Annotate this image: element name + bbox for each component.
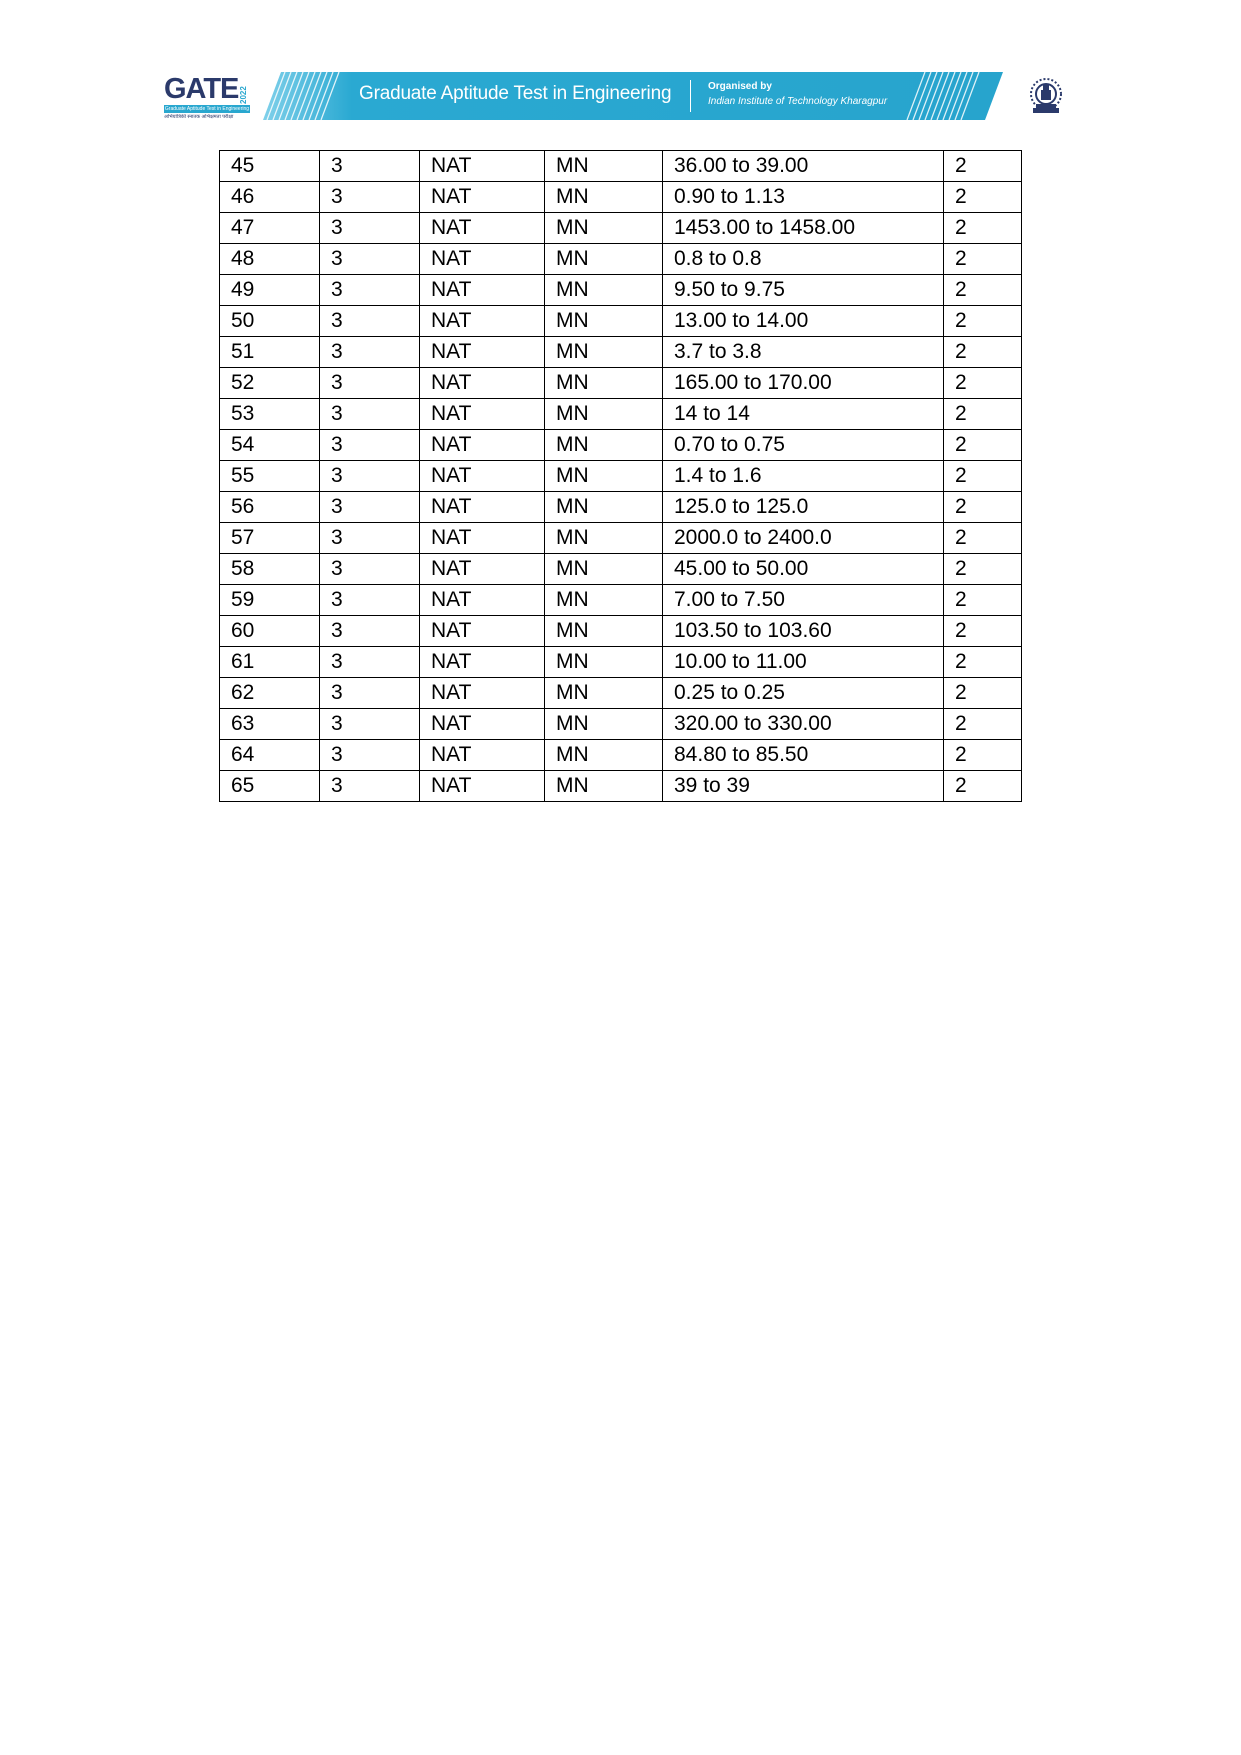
answer-key-cell: 39 to 39 <box>663 771 944 802</box>
section-cell: MN <box>545 244 663 275</box>
marks-cell: 2 <box>944 244 1022 275</box>
table-row <box>220 306 1022 337</box>
marks-cell: 2 <box>944 461 1022 492</box>
marks-cell: 2 <box>944 430 1022 461</box>
question-type-cell: NAT <box>420 337 545 368</box>
section-cell: MN <box>545 647 663 678</box>
answer-key-cell: 14 to 14 <box>663 399 944 430</box>
marks-cell: 2 <box>944 182 1022 213</box>
question-type-cell: NAT <box>420 151 545 182</box>
marks-cell: 2 <box>944 337 1022 368</box>
table-row <box>220 151 1022 182</box>
answer-key-cell: 36.00 to 39.00 <box>663 151 944 182</box>
table-row <box>220 244 1022 275</box>
table-row <box>220 275 1022 306</box>
marks-cell: 2 <box>944 678 1022 709</box>
question-type-cell: NAT <box>420 275 545 306</box>
question-type-cell: NAT <box>420 461 545 492</box>
section-cell: MN <box>545 337 663 368</box>
question-type-cell: NAT <box>420 523 545 554</box>
question-number-cell: 49 <box>220 275 320 306</box>
section-cell: MN <box>545 430 663 461</box>
question-type-cell: NAT <box>420 182 545 213</box>
marks-cell: 2 <box>944 585 1022 616</box>
question-number-cell: 48 <box>220 244 320 275</box>
session-cell: 3 <box>320 275 420 306</box>
question-type-cell: NAT <box>420 709 545 740</box>
section-cell: MN <box>545 554 663 585</box>
marks-cell: 2 <box>944 740 1022 771</box>
gate-logo-word: GATE <box>164 73 239 105</box>
banner-divider <box>690 80 691 112</box>
answer-key-cell: 2000.0 to 2400.0 <box>663 523 944 554</box>
answer-key-cell: 9.50 to 9.75 <box>663 275 944 306</box>
section-cell: MN <box>545 771 663 802</box>
question-type-cell: NAT <box>420 306 545 337</box>
question-number-cell: 53 <box>220 399 320 430</box>
question-number-cell: 57 <box>220 523 320 554</box>
question-type-cell: NAT <box>420 616 545 647</box>
session-cell: 3 <box>320 306 420 337</box>
question-number-cell: 58 <box>220 554 320 585</box>
marks-cell: 2 <box>944 275 1022 306</box>
question-number-cell: 62 <box>220 678 320 709</box>
answer-key-cell: 1.4 to 1.6 <box>663 461 944 492</box>
answer-key-cell: 13.00 to 14.00 <box>663 306 944 337</box>
table-row <box>220 492 1022 523</box>
session-cell: 3 <box>320 554 420 585</box>
question-number-cell: 50 <box>220 306 320 337</box>
question-number-cell: 55 <box>220 461 320 492</box>
section-cell: MN <box>545 740 663 771</box>
page-header <box>160 70 1080 126</box>
gate-logo-hindi-tagline: अभियांत्रिकी स्नातक अभिक्षमता परीक्षा <box>164 114 234 120</box>
banner-organised-by: Organised by <box>708 81 772 92</box>
marks-cell: 2 <box>944 492 1022 523</box>
marks-cell: 2 <box>944 771 1022 802</box>
answer-key-cell: 320.00 to 330.00 <box>663 709 944 740</box>
table-row <box>220 771 1022 802</box>
question-number-cell: 45 <box>220 151 320 182</box>
table-row <box>220 182 1022 213</box>
marks-cell: 2 <box>944 213 1022 244</box>
gate-logo-tagline: Graduate Aptitude Test in Engineering <box>164 106 250 112</box>
session-cell: 3 <box>320 337 420 368</box>
session-cell: 3 <box>320 709 420 740</box>
question-type-cell: NAT <box>420 492 545 523</box>
session-cell: 3 <box>320 213 420 244</box>
answer-key-cell: 165.00 to 170.00 <box>663 368 944 399</box>
answer-key-cell: 0.70 to 0.75 <box>663 430 944 461</box>
table-row <box>220 616 1022 647</box>
marks-cell: 2 <box>944 151 1022 182</box>
section-cell: MN <box>545 275 663 306</box>
table-row <box>220 740 1022 771</box>
question-number-cell: 63 <box>220 709 320 740</box>
session-cell: 3 <box>320 430 420 461</box>
banner-title: Graduate Aptitude Test in Engineering <box>359 83 672 104</box>
session-cell: 3 <box>320 523 420 554</box>
table-row <box>220 213 1022 244</box>
table-row <box>220 368 1022 399</box>
marks-cell: 2 <box>944 368 1022 399</box>
table-row <box>220 678 1022 709</box>
section-cell: MN <box>545 616 663 647</box>
section-cell: MN <box>545 523 663 554</box>
session-cell: 3 <box>320 771 420 802</box>
section-cell: MN <box>545 678 663 709</box>
question-number-cell: 61 <box>220 647 320 678</box>
question-type-cell: NAT <box>420 771 545 802</box>
question-type-cell: NAT <box>420 678 545 709</box>
session-cell: 3 <box>320 244 420 275</box>
marks-cell: 2 <box>944 709 1022 740</box>
answer-key-table <box>219 150 1022 802</box>
section-cell: MN <box>545 461 663 492</box>
header-banner <box>263 72 1003 120</box>
session-cell: 3 <box>320 678 420 709</box>
question-type-cell: NAT <box>420 430 545 461</box>
marks-cell: 2 <box>944 523 1022 554</box>
table-row <box>220 523 1022 554</box>
table-row <box>220 709 1022 740</box>
session-cell: 3 <box>320 182 420 213</box>
answer-key-cell: 45.00 to 50.00 <box>663 554 944 585</box>
table-row <box>220 554 1022 585</box>
section-cell: MN <box>545 306 663 337</box>
answer-key-cell: 10.00 to 11.00 <box>663 647 944 678</box>
session-cell: 3 <box>320 616 420 647</box>
answer-key-cell: 0.90 to 1.13 <box>663 182 944 213</box>
marks-cell: 2 <box>944 554 1022 585</box>
answer-key-cell: 0.8 to 0.8 <box>663 244 944 275</box>
section-cell: MN <box>545 213 663 244</box>
question-number-cell: 65 <box>220 771 320 802</box>
answer-key-cell: 103.50 to 103.60 <box>663 616 944 647</box>
section-cell: MN <box>545 585 663 616</box>
session-cell: 3 <box>320 647 420 678</box>
question-number-cell: 60 <box>220 616 320 647</box>
question-number-cell: 54 <box>220 430 320 461</box>
question-number-cell: 51 <box>220 337 320 368</box>
marks-cell: 2 <box>944 399 1022 430</box>
gate-logo-year: 2022 <box>239 86 248 104</box>
marks-cell: 2 <box>944 306 1022 337</box>
question-number-cell: 52 <box>220 368 320 399</box>
question-number-cell: 46 <box>220 182 320 213</box>
marks-cell: 2 <box>944 616 1022 647</box>
table-row <box>220 461 1022 492</box>
gate-logo <box>164 74 254 124</box>
section-cell: MN <box>545 182 663 213</box>
question-type-cell: NAT <box>420 368 545 399</box>
section-cell: MN <box>545 151 663 182</box>
session-cell: 3 <box>320 399 420 430</box>
question-type-cell: NAT <box>420 554 545 585</box>
question-type-cell: NAT <box>420 213 545 244</box>
banner-organiser-name: Indian Institute of Technology Kharagpur <box>708 96 888 107</box>
session-cell: 3 <box>320 461 420 492</box>
table-row <box>220 430 1022 461</box>
question-type-cell: NAT <box>420 740 545 771</box>
section-cell: MN <box>545 492 663 523</box>
question-type-cell: NAT <box>420 585 545 616</box>
answer-key-table-body <box>220 151 1022 802</box>
answer-key-cell: 84.80 to 85.50 <box>663 740 944 771</box>
session-cell: 3 <box>320 368 420 399</box>
session-cell: 3 <box>320 740 420 771</box>
iit-kharagpur-emblem-icon <box>1024 74 1068 118</box>
question-number-cell: 56 <box>220 492 320 523</box>
question-type-cell: NAT <box>420 399 545 430</box>
answer-key-cell: 125.0 to 125.0 <box>663 492 944 523</box>
section-cell: MN <box>545 709 663 740</box>
section-cell: MN <box>545 399 663 430</box>
table-row <box>220 585 1022 616</box>
table-row <box>220 337 1022 368</box>
table-row <box>220 647 1022 678</box>
session-cell: 3 <box>320 151 420 182</box>
question-type-cell: NAT <box>420 647 545 678</box>
answer-key-cell: 1453.00 to 1458.00 <box>663 213 944 244</box>
answer-key-cell: 0.25 to 0.25 <box>663 678 944 709</box>
answer-key-cell: 7.00 to 7.50 <box>663 585 944 616</box>
answer-key-cell: 3.7 to 3.8 <box>663 337 944 368</box>
section-cell: MN <box>545 368 663 399</box>
question-number-cell: 64 <box>220 740 320 771</box>
table-row <box>220 399 1022 430</box>
question-type-cell: NAT <box>420 244 545 275</box>
question-number-cell: 47 <box>220 213 320 244</box>
session-cell: 3 <box>320 585 420 616</box>
session-cell: 3 <box>320 492 420 523</box>
marks-cell: 2 <box>944 647 1022 678</box>
question-number-cell: 59 <box>220 585 320 616</box>
